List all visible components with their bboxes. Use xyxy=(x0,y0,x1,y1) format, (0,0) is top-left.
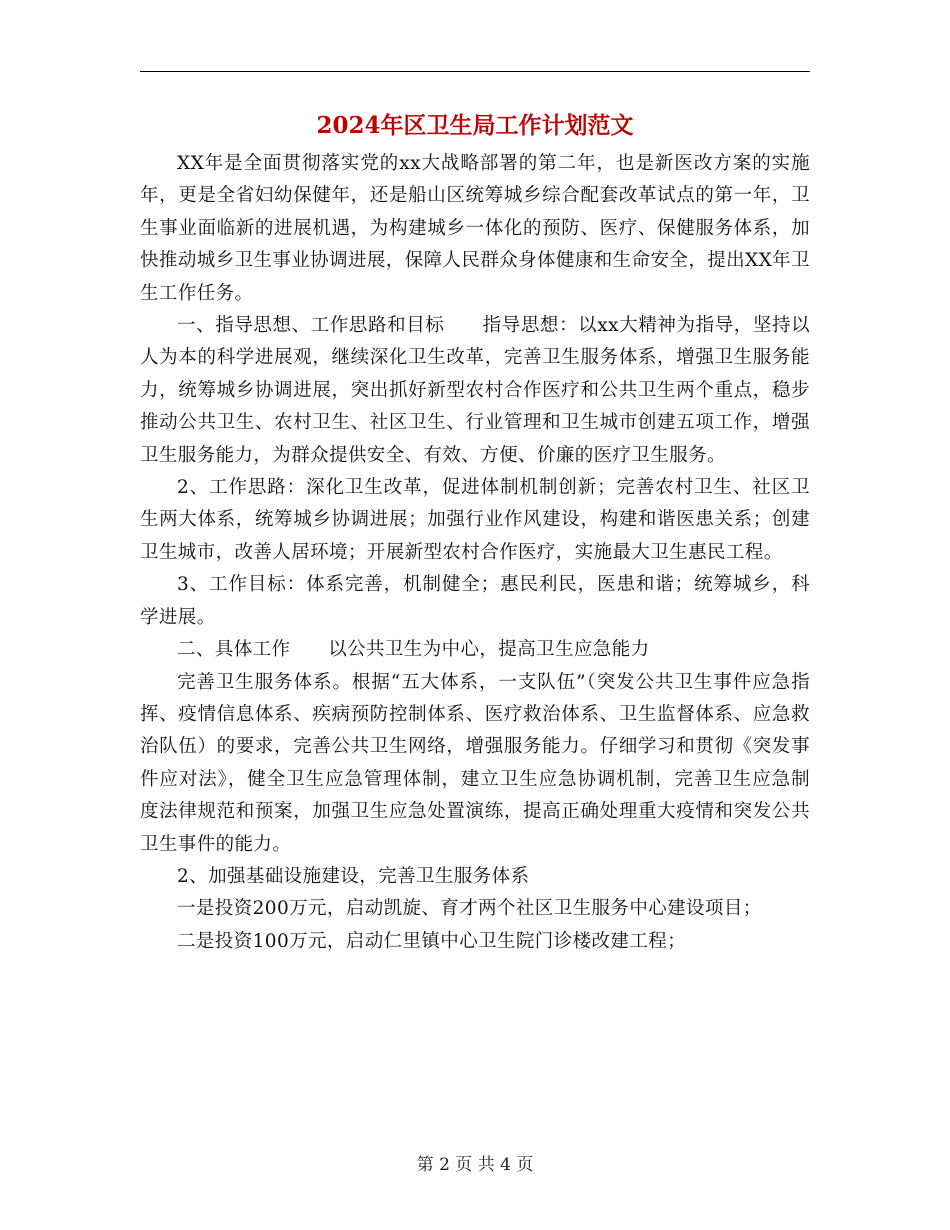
document-title: 2024年区卫生局工作计划范文 xyxy=(316,112,634,139)
page-number-footer: 第 2 页 共 4 页 xyxy=(416,1155,534,1175)
paragraph-work-goals: 3、工作目标：体系完善，机制健全；惠民利民，医患和谐；统筹城乡，科学进展。 xyxy=(140,574,810,628)
document-body xyxy=(140,148,810,958)
paragraph-service-system: 完善卫生服务体系。根据“五大体系，一支队伍”（突发公共卫生事件应急指挥、疫情信息体系、疾病预防控制体系、医疗救治体系、卫生监督体系、应急救治队伍）的要求，完善公共卫生网络，增强服务能力。仔细学习和贯彻《突发事件应对法》，健全卫生应急管理体制，建立卫生应急协调机制，完善卫生应急制度法律规范和预案，加强卫生应急处置演练，提高正确处理重大疫情和突发公共卫生事件的能力。 xyxy=(140,671,810,855)
paragraph-work-approach: 2、工作思路：深化卫生改革，促进体制机制创新；完善农村卫生、社区卫生两大体系，统筹城乡协调进展；加强行业作风建设，构建和谐医患关系；创建卫生城市，改善人居环境；开展新型农村合作医疗，实施最大卫生惠民工程。 xyxy=(140,477,810,563)
paragraph-investment-2: 二是投资100万元，启动仁里镇中心卫生院门诊楼改建工程； xyxy=(177,930,687,952)
header-rule xyxy=(140,71,810,72)
paragraph-guiding-thought: 一、指导思想、工作思路和目标 指导思想：以xx大精神为指导，坚持以人为本的科学进展观，继续深化卫生改革，完善卫生服务体系，增强卫生服务能力，统筹城乡协调进展，突出抓好新型农村合作医疗和公共卫生两个重点，稳步推动公共卫生、农村卫生、社区卫生、行业管理和卫生城市创建五项工作，增强卫生服务能力，为群众提供安全、有效、方便、价廉的医疗卫生服务。 xyxy=(140,315,810,466)
paragraph-intro: XX年是全面贯彻落实党的xx大战略部署的第二年，也是新医改方案的实施年，更是全省妇幼保健年，还是船山区统筹城乡综合配套改革试点的第一年，卫生事业面临新的进展机遇，为构建城乡一体化的预防、医疗、保健服务体系，加快推动城乡卫生事业协调进展，保障人民群众身体健康和生命安全，提出XX年卫生工作任务。 xyxy=(140,153,810,304)
paragraph-infrastructure: 2、加强基础设施建设，完善卫生服务体系 xyxy=(177,865,530,887)
paragraph-investment-1: 一是投资200万元，启动凯旋、育才两个社区卫生服务中心建设项目； xyxy=(177,898,762,920)
paragraph-specific-work: 二、具体工作 以公共卫生为中心，提高卫生应急能力 xyxy=(177,639,650,661)
